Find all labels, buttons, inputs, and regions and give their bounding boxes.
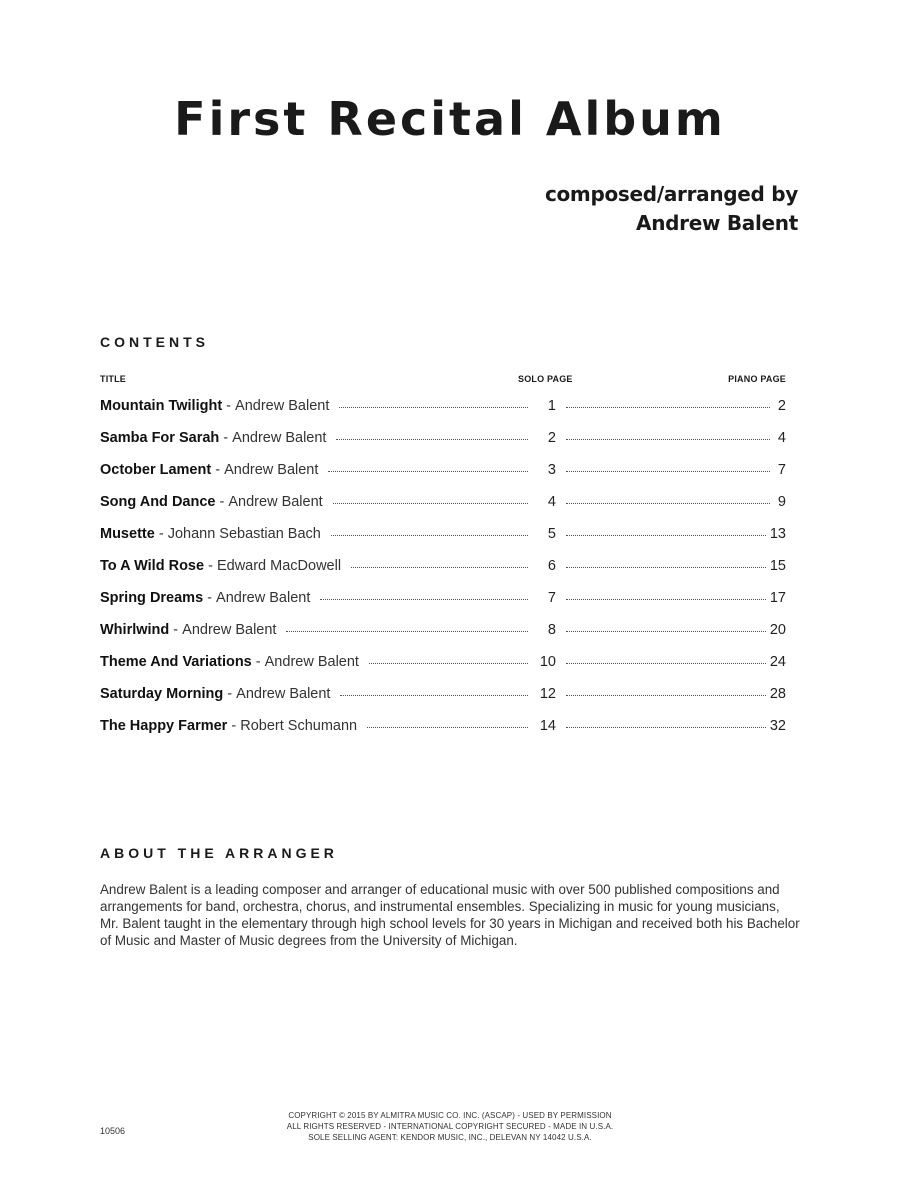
toc-entry (100, 654, 786, 686)
dot-leader (331, 534, 528, 536)
toc-entry-right (556, 398, 786, 414)
piano-page-number: 13 (769, 526, 786, 542)
toc-entry-left (100, 526, 556, 542)
piece-title: Saturday Morning (100, 686, 224, 702)
toc-entry-left (100, 430, 556, 446)
page-title: First Recital Album (174, 92, 726, 146)
dot-leader (339, 406, 528, 408)
toc-entry (100, 462, 786, 494)
contents-heading: CONTENTS (100, 334, 209, 350)
dot-leader (286, 630, 528, 632)
piece-composer: Andrew Balent (182, 622, 277, 638)
piece-composer: Robert Schumann (240, 718, 358, 734)
piece-title: To A Wild Rose (100, 558, 205, 574)
dot-leader (566, 566, 766, 568)
title-separator: - (204, 558, 217, 574)
solo-page-number: 10 (539, 654, 556, 670)
toc-entry (100, 430, 786, 462)
copyright-line: SOLE SELLING AGENT: KENDOR MUSIC, INC., DELEVAN NY 14042 U.S.A. (308, 1133, 592, 1142)
dot-leader (566, 598, 766, 600)
toc-entry-left (100, 398, 556, 414)
piece-composer: Edward MacDowell (216, 558, 342, 574)
piece-composer: Andrew Balent (232, 430, 327, 446)
solo-page-number: 7 (547, 590, 556, 606)
piece-title: Samba For Sarah (100, 430, 220, 446)
piano-page-number: 32 (769, 718, 786, 734)
about-heading: ABOUT THE ARRANGER (100, 845, 338, 861)
toc-entry-right (556, 494, 786, 510)
piece-composer: Johann Sebastian Bach (167, 526, 321, 542)
title-separator: - (203, 590, 217, 606)
catalog-number: 10506 (100, 1126, 126, 1136)
piece-title: Theme And Variations (100, 654, 252, 670)
solo-page-number: 4 (547, 494, 556, 510)
column-header-title: TITLE (100, 374, 126, 384)
piece-title: Mountain Twilight (100, 398, 223, 414)
toc-entry (100, 494, 786, 526)
solo-page-number: 6 (547, 558, 556, 574)
toc-entry-right (556, 558, 786, 574)
credit-line: composed/arranged by (544, 182, 798, 206)
piece-composer: Andrew Balent (236, 686, 331, 702)
dot-leader (566, 534, 766, 536)
dot-leader (566, 470, 770, 472)
dot-leader (367, 726, 528, 728)
toc-entry (100, 558, 786, 590)
toc-entry-right (556, 622, 786, 638)
toc-entry-right (556, 462, 786, 478)
toc-entry-right (556, 590, 786, 606)
toc-entry-left (100, 622, 556, 638)
piano-page-number: 17 (769, 590, 786, 606)
credit-name: Andrew Balent (636, 211, 798, 235)
piece-composer: Andrew Balent (235, 398, 330, 414)
piano-page-number: 20 (769, 622, 786, 638)
piece-title: Spring Dreams (100, 590, 204, 606)
toc-entry (100, 590, 786, 622)
solo-page-number: 3 (547, 462, 556, 478)
toc-entry-left (100, 462, 556, 478)
toc-entry (100, 526, 786, 558)
solo-page-number: 1 (547, 398, 556, 414)
title-separator: - (223, 686, 237, 702)
toc-entry-right (556, 718, 786, 734)
column-header-piano-page: PIANO PAGE (728, 374, 786, 384)
dot-leader (369, 662, 528, 664)
toc-entry (100, 622, 786, 654)
toc-entry-right (556, 526, 786, 542)
toc-entry (100, 398, 786, 430)
dot-leader (328, 470, 528, 472)
piece-title: Whirlwind (100, 622, 170, 638)
piece-title: October Lament (100, 462, 212, 478)
copyright-notice (250, 1110, 650, 1143)
dot-leader (333, 502, 528, 504)
title-separator: - (251, 654, 265, 670)
dot-leader (566, 662, 766, 664)
contents-list (100, 398, 786, 750)
title-separator: - (222, 398, 236, 414)
dot-leader (320, 598, 528, 600)
dot-leader (351, 566, 528, 568)
title-separator: - (154, 526, 168, 542)
piano-page-number: 24 (769, 654, 786, 670)
toc-entry-right (556, 686, 786, 702)
dot-leader (566, 438, 770, 440)
toc-entry (100, 686, 786, 718)
toc-entry-left (100, 494, 556, 510)
dot-leader (336, 438, 528, 440)
piano-page-number: 4 (777, 430, 786, 446)
toc-entry-right (556, 430, 786, 446)
solo-page-number: 2 (547, 430, 556, 446)
piano-page-number: 7 (777, 462, 786, 478)
dot-leader (566, 406, 770, 408)
title-separator: - (219, 430, 233, 446)
dot-leader (566, 726, 766, 728)
composer-credit (545, 180, 798, 238)
solo-page-number: 14 (539, 718, 556, 734)
dot-leader (566, 694, 766, 696)
contents-column-headers (100, 374, 786, 388)
piano-page-number: 28 (769, 686, 786, 702)
piano-page-number: 9 (777, 494, 786, 510)
title-separator: - (227, 718, 241, 734)
toc-entry (100, 718, 786, 750)
about-paragraph: Andrew Balent is a leading composer and arranger of educational music with over 500 published compositions and arrangements for band, orchestra, chorus, and instrumental ensembles. Specializing in music for young musicians, Mr. Balent taught in the elementary through high school levels for 30 years in Michigan and received both his Bachelor of Music and Master of Music degrees from the University of Michigan. (100, 882, 800, 948)
toc-entry-left (100, 558, 556, 574)
copyright-line: ALL RIGHTS RESERVED - INTERNATIONAL COPYRIGHT SECURED - MADE IN U.S.A. (286, 1122, 614, 1131)
piano-page-number: 15 (769, 558, 786, 574)
toc-entry-left (100, 654, 556, 670)
dot-leader (566, 502, 770, 504)
piece-composer: Andrew Balent (216, 590, 311, 606)
solo-page-number: 5 (547, 526, 556, 542)
piece-composer: Andrew Balent (224, 462, 319, 478)
dot-leader (340, 694, 528, 696)
toc-entry-left (100, 590, 556, 606)
piece-title: The Happy Farmer (100, 718, 228, 734)
title-separator: - (215, 494, 229, 510)
copyright-line: COPYRIGHT © 2015 BY ALMITRA MUSIC CO. INC. (ASCAP) - USED BY PERMISSION (288, 1111, 612, 1120)
toc-entry-left (100, 718, 556, 734)
toc-entry-right (556, 654, 786, 670)
title-separator: - (169, 622, 183, 638)
solo-page-number: 8 (547, 622, 556, 638)
title-separator: - (211, 462, 225, 478)
toc-entry-left (100, 686, 556, 702)
piece-title: Musette (100, 526, 155, 542)
piano-page-number: 2 (777, 398, 786, 414)
column-header-solo-page: SOLO PAGE (518, 374, 573, 384)
piece-composer: Andrew Balent (264, 654, 359, 670)
piece-title: Song And Dance (100, 494, 216, 510)
piece-composer: Andrew Balent (228, 494, 323, 510)
dot-leader (566, 630, 766, 632)
solo-page-number: 12 (539, 686, 556, 702)
